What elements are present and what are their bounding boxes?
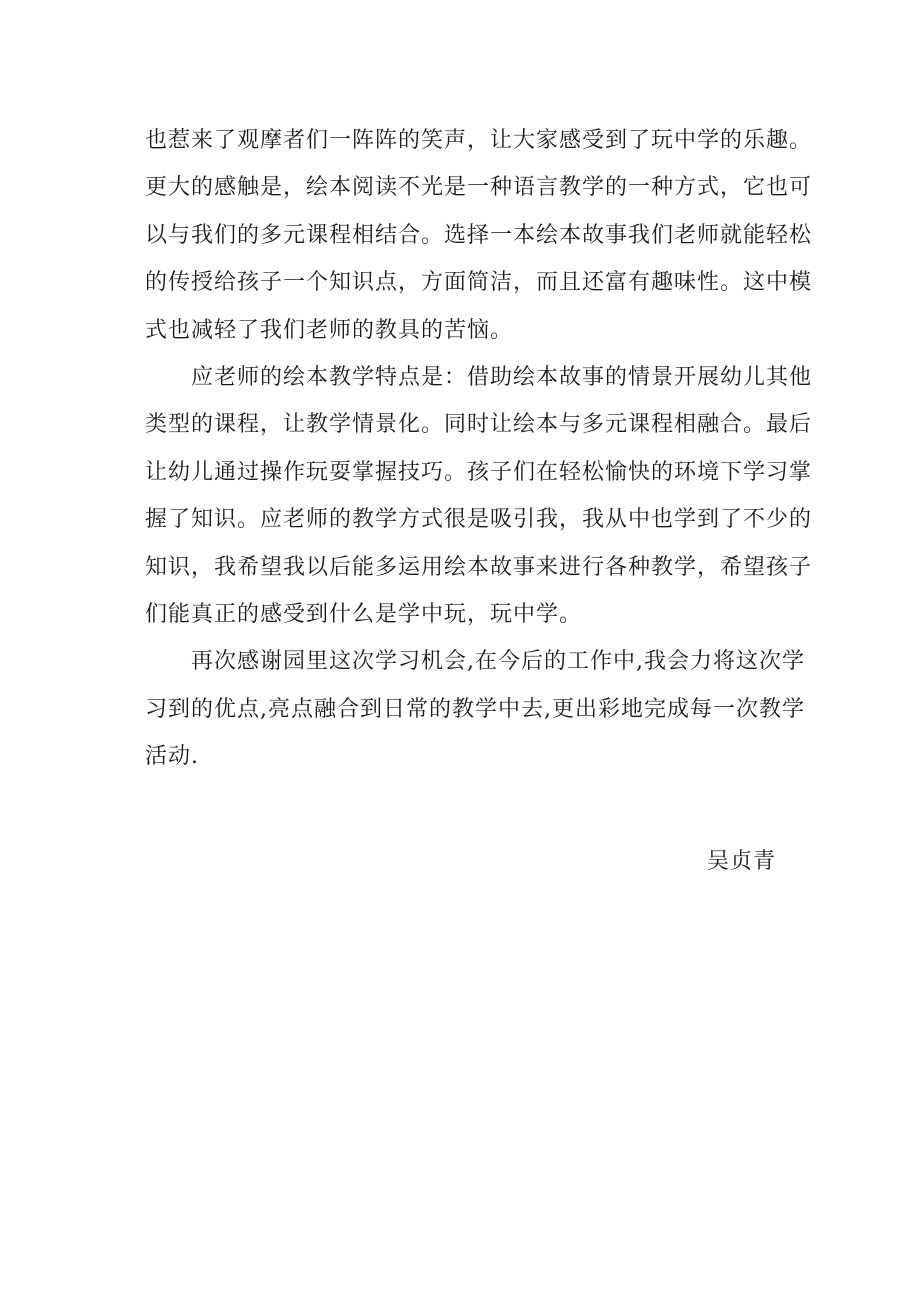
document-body	[145, 117, 813, 780]
text-line: 习到的优点,亮点融合到日常的教学中去,更出彩地完成每一次教学	[145, 696, 805, 722]
author-signature: 吴贞青	[706, 849, 776, 874]
text-line: 更大的感触是，绘本阅读不光是一种语言教学的一种方式，它也可	[145, 175, 813, 201]
text-line: 式也减轻了我们老师的教具的苦恼。	[145, 317, 514, 343]
text-line: 也惹来了观摩者们一阵阵的笑声，让大家感受到了玩中学的乐趣。	[145, 128, 813, 153]
text-line: 类型的课程，让教学情景化。同时让绘本与多元课程相融合。最后	[145, 412, 813, 438]
text-line: 应老师的绘本教学特点是：借助绘本故事的情景开展幼儿其他	[145, 364, 813, 390]
text-line: 握了知识。应老师的教学方式很是吸引我，我从中也学到了不少的	[145, 507, 813, 533]
text-line: 们能真正的感受到什么是学中玩，玩中学。	[145, 601, 583, 627]
text-line: 活动.	[145, 744, 199, 770]
text-line: 知识，我希望我以后能多运用绘本故事来进行各种教学，希望孩子	[145, 554, 813, 580]
text-line: 再次感谢园里这次学习机会,在今后的工作中,我会力将这次学	[145, 649, 805, 675]
text-line: 以与我们的多元课程相结合。选择一本绘本故事我们老师就能轻松	[145, 222, 813, 248]
text-line: 让幼儿通过操作玩耍掌握技巧。孩子们在轻松愉快的环境下学习掌	[145, 459, 813, 485]
text-line: 的传授给孩子一个知识点，方面简洁，而且还富有趣味性。这中模	[145, 270, 813, 296]
